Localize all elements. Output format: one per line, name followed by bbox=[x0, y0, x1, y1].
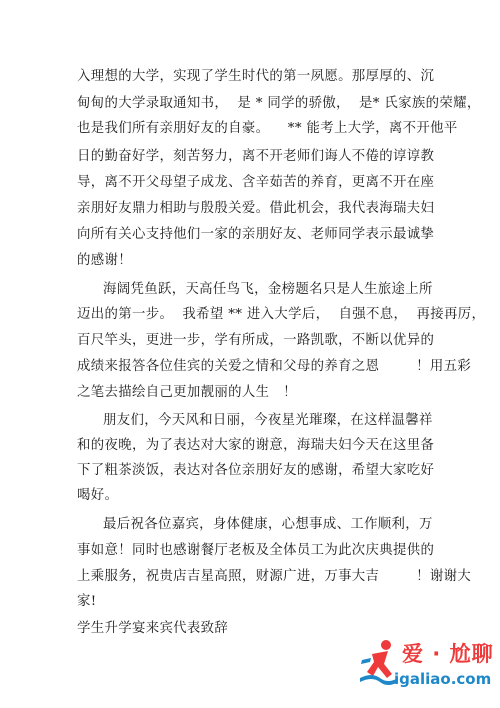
text-line-14: 朋友们，今天风和日丽，今夜星光璀璨，在这样温馨祥 bbox=[103, 413, 433, 428]
text-line-9: 海阔凭鱼跃，天高任鸟飞，金榜题名只是人生旅途上所 bbox=[103, 282, 433, 297]
document-title-line: 学生升学宴来宾代表致辞 bbox=[77, 621, 229, 636]
text-line-3: 也是我们所有亲朋好友的自豪。 ** 能考上大学，离不开他平 bbox=[77, 121, 458, 136]
text-line-18: 最后祝各位嘉宾，身体健康，心想事成、工作顺利，万 bbox=[103, 517, 433, 532]
text-line-20: 上乘服务，祝贵店吉星高照，财源广进，万事大吉 ！谢谢大 bbox=[77, 569, 472, 584]
watermark-title: 爱 · 尬聊 bbox=[402, 642, 494, 666]
text-line-1: 入理想的大学，实现了学生时代的第一夙愿。那厚厚的、沉 bbox=[77, 69, 435, 84]
text-line-5: 导，离不开父母望子成龙、含辛茹苦的养育，更离不开在座 bbox=[77, 175, 435, 190]
text-line-7: 向所有关心支持他们一家的亲朋好友、老师同学表示最诚挚 bbox=[77, 227, 435, 242]
text-line-17: 喝好。 bbox=[77, 488, 119, 503]
text-line-21: 家! bbox=[77, 594, 97, 609]
text-line-19: 事如意！同时也感谢餐厅老板及全体员工为此次庆典提供的 bbox=[77, 543, 435, 558]
text-line-8: 的感谢！ bbox=[77, 253, 132, 268]
text-line-2: 甸甸的大学录取通知书， 是 * 同学的骄傲， 是* 氏家族的荣耀， bbox=[77, 96, 481, 111]
text-line-13: 之笔去描绘自己更加靓丽的人生 ！ bbox=[77, 385, 297, 400]
text-line-4: 日的勤奋好学，刻苦努力，离不开老师们诲人不倦的谆谆教 bbox=[77, 149, 435, 164]
text-line-12: 成绩来报答各位佳宾的关爱之情和父母的养育之恩 ！用五彩 bbox=[77, 359, 472, 374]
site-watermark[interactable] bbox=[358, 636, 494, 696]
text-line-11: 百尺竿头，更进一步，学有所成，一路凯歌，不断以优异的 bbox=[77, 333, 435, 348]
text-line-10: 迈出的第一步。 我希望 ** 进入大学后， 自强不息， 再接再厉， bbox=[77, 307, 486, 322]
text-line-6: 亲朋好友鼎力相助与殷殷关爱。借此机会，我代表海瑞夫妇 bbox=[77, 201, 435, 216]
watermark-url[interactable]: igaliao.com bbox=[394, 670, 492, 688]
text-line-16: 下了粗茶淡饭，表达对各位亲朋好友的感谢，希望大家吃好 bbox=[77, 463, 435, 478]
text-line-15: 和的夜晚，为了表达对大家的谢意，海瑞夫妇今天在这里备 bbox=[77, 438, 435, 453]
